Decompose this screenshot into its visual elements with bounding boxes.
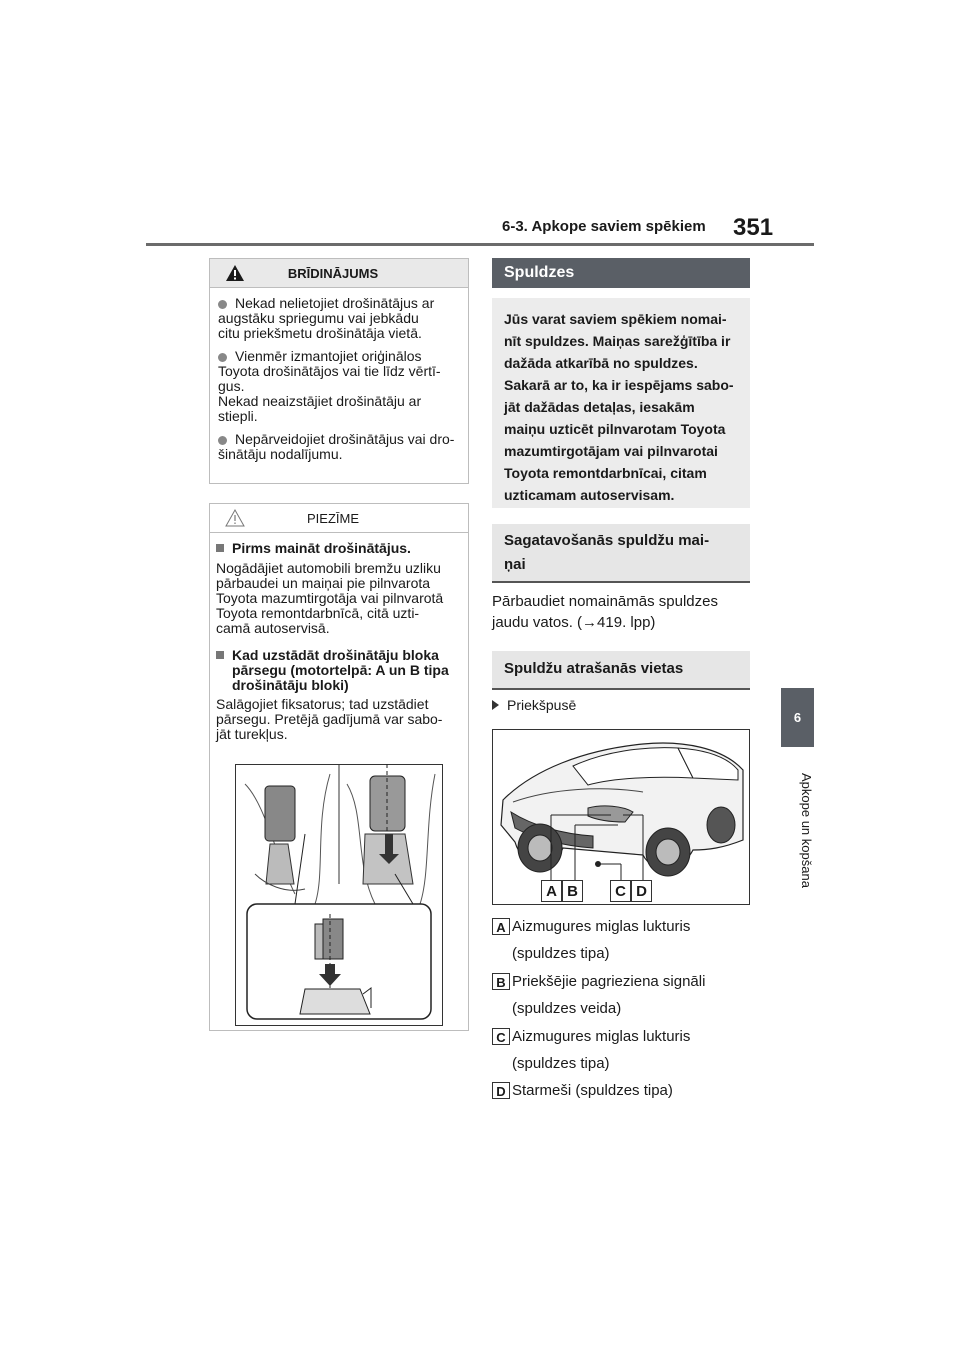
section-title-bulbs: Spuldzes <box>492 258 750 288</box>
caution-icon <box>225 509 245 527</box>
legend-text: Aizmugures miglas lukturis <box>512 918 691 935</box>
section-title-locations: Spuldžu atrašanās vietas <box>492 651 750 690</box>
note-body: Nogādājiet automobili bremžu uzliku pārbaudei un maiņai pie pilnvarota Toyota mazumtirgotāja vai pilnvarotā Toyota remontdarbnīcā, citā uzti- camā autoservisā. <box>216 560 444 636</box>
warning-bullet: Nepārveidojiet drošinātājus vai dro- šinātāju nodalījumu. <box>218 431 455 462</box>
arrow-right-icon <box>492 700 499 710</box>
legend-label: B <box>492 973 510 990</box>
section-header: 6-3. Apkope saviem spēkiem <box>502 218 706 235</box>
legend-item-b <box>492 968 762 1022</box>
label-a: A <box>541 880 562 902</box>
note-box <box>209 503 469 1031</box>
fuse-box-cover-illustration <box>235 764 443 1026</box>
legend-label: D <box>492 1082 510 1099</box>
square-bullet-icon <box>216 651 224 659</box>
bullet-icon <box>218 300 227 309</box>
legend-text-2: (spuldzes veida) <box>512 1000 622 1017</box>
intro-text: Jūs varat saviem spēkiem nomai- nīt spuldzes. Maiņas sarežģītība ir dažāda atkarībā no spuldzes. Sakarā ar to, ka ir iespējams sabo- jāt dažādas detaļas, iesakām maiņu uzticēt pilnvarotam Toyota mazumtirgotājam vai pilnvarotai Toyota remontdarbnīcai, citam uzticamam autoservisam. <box>492 298 750 508</box>
warning-box <box>209 258 469 484</box>
legend-text-2: (spuldzes tipa) <box>512 1055 610 1072</box>
bullet-icon <box>218 353 227 362</box>
note-item <box>216 541 462 556</box>
warning-bullet: Vienmēr izmantojiet oriģinālos Toyota drošinātājos vai tie līdz vērtī- gus. Nekad neaizstājiet drošinātāju ar stiepli. <box>218 348 441 424</box>
note-header <box>210 504 468 533</box>
legend-text: Starmeši (spuldzes tipa) <box>512 1082 673 1099</box>
car-drawing <box>493 730 749 904</box>
note-heading: Kad uzstādāt drošinātāju bloka pārsegu (motortelpā: A un B tipa drošinātāju bloki) <box>232 647 449 693</box>
front-label: Priekšpusē <box>492 697 576 713</box>
legend-item-c <box>492 1023 762 1077</box>
section-title-preparation: Sagatavošanās spuldžu mai- ņai <box>492 524 750 583</box>
note-body: Salāgojiet fiksatorus; tad uzstādiet pārsegu. Pretējā gadījumā var sabo- jāt turekļus. <box>216 696 443 742</box>
warning-icon <box>225 264 245 282</box>
header-rule <box>146 243 814 246</box>
car-front-illustration <box>492 729 750 905</box>
note-item <box>216 648 462 693</box>
label-b: B <box>562 880 583 902</box>
legend-item-a <box>492 913 762 967</box>
chapter-tab: 6 <box>781 688 814 747</box>
square-bullet-icon <box>216 544 224 552</box>
label-d: D <box>631 880 652 902</box>
warning-title: BRĪDINĀJUMS <box>287 265 379 281</box>
preparation-text: Pārbaudiet nomaināmās spuldzes jaudu vatos. (→419. lpp) <box>492 593 718 631</box>
legend-text: Aizmugures miglas lukturis <box>512 1028 691 1045</box>
page-number: 351 <box>733 214 774 241</box>
warning-bullet: Nekad nelietojiet drošinātājus ar augstāku spriegumu vai jebkādu citu priekšmetu drošinātāja vietā. <box>218 295 435 341</box>
label-c: C <box>610 880 631 902</box>
legend-label: A <box>492 918 510 935</box>
chapter-label: Apkope un kopšana <box>799 772 814 888</box>
legend-label: C <box>492 1028 510 1045</box>
warning-header <box>210 259 468 288</box>
note-heading: Pirms maināt drošinātājus. <box>232 540 411 556</box>
legend-text-2: (spuldzes tipa) <box>512 945 610 962</box>
bullet-icon <box>218 436 227 445</box>
legend-text: Priekšējie pagrieziena signāli <box>512 973 706 990</box>
legend-item-d <box>492 1077 762 1107</box>
note-title: PIEZĪME <box>306 510 359 526</box>
